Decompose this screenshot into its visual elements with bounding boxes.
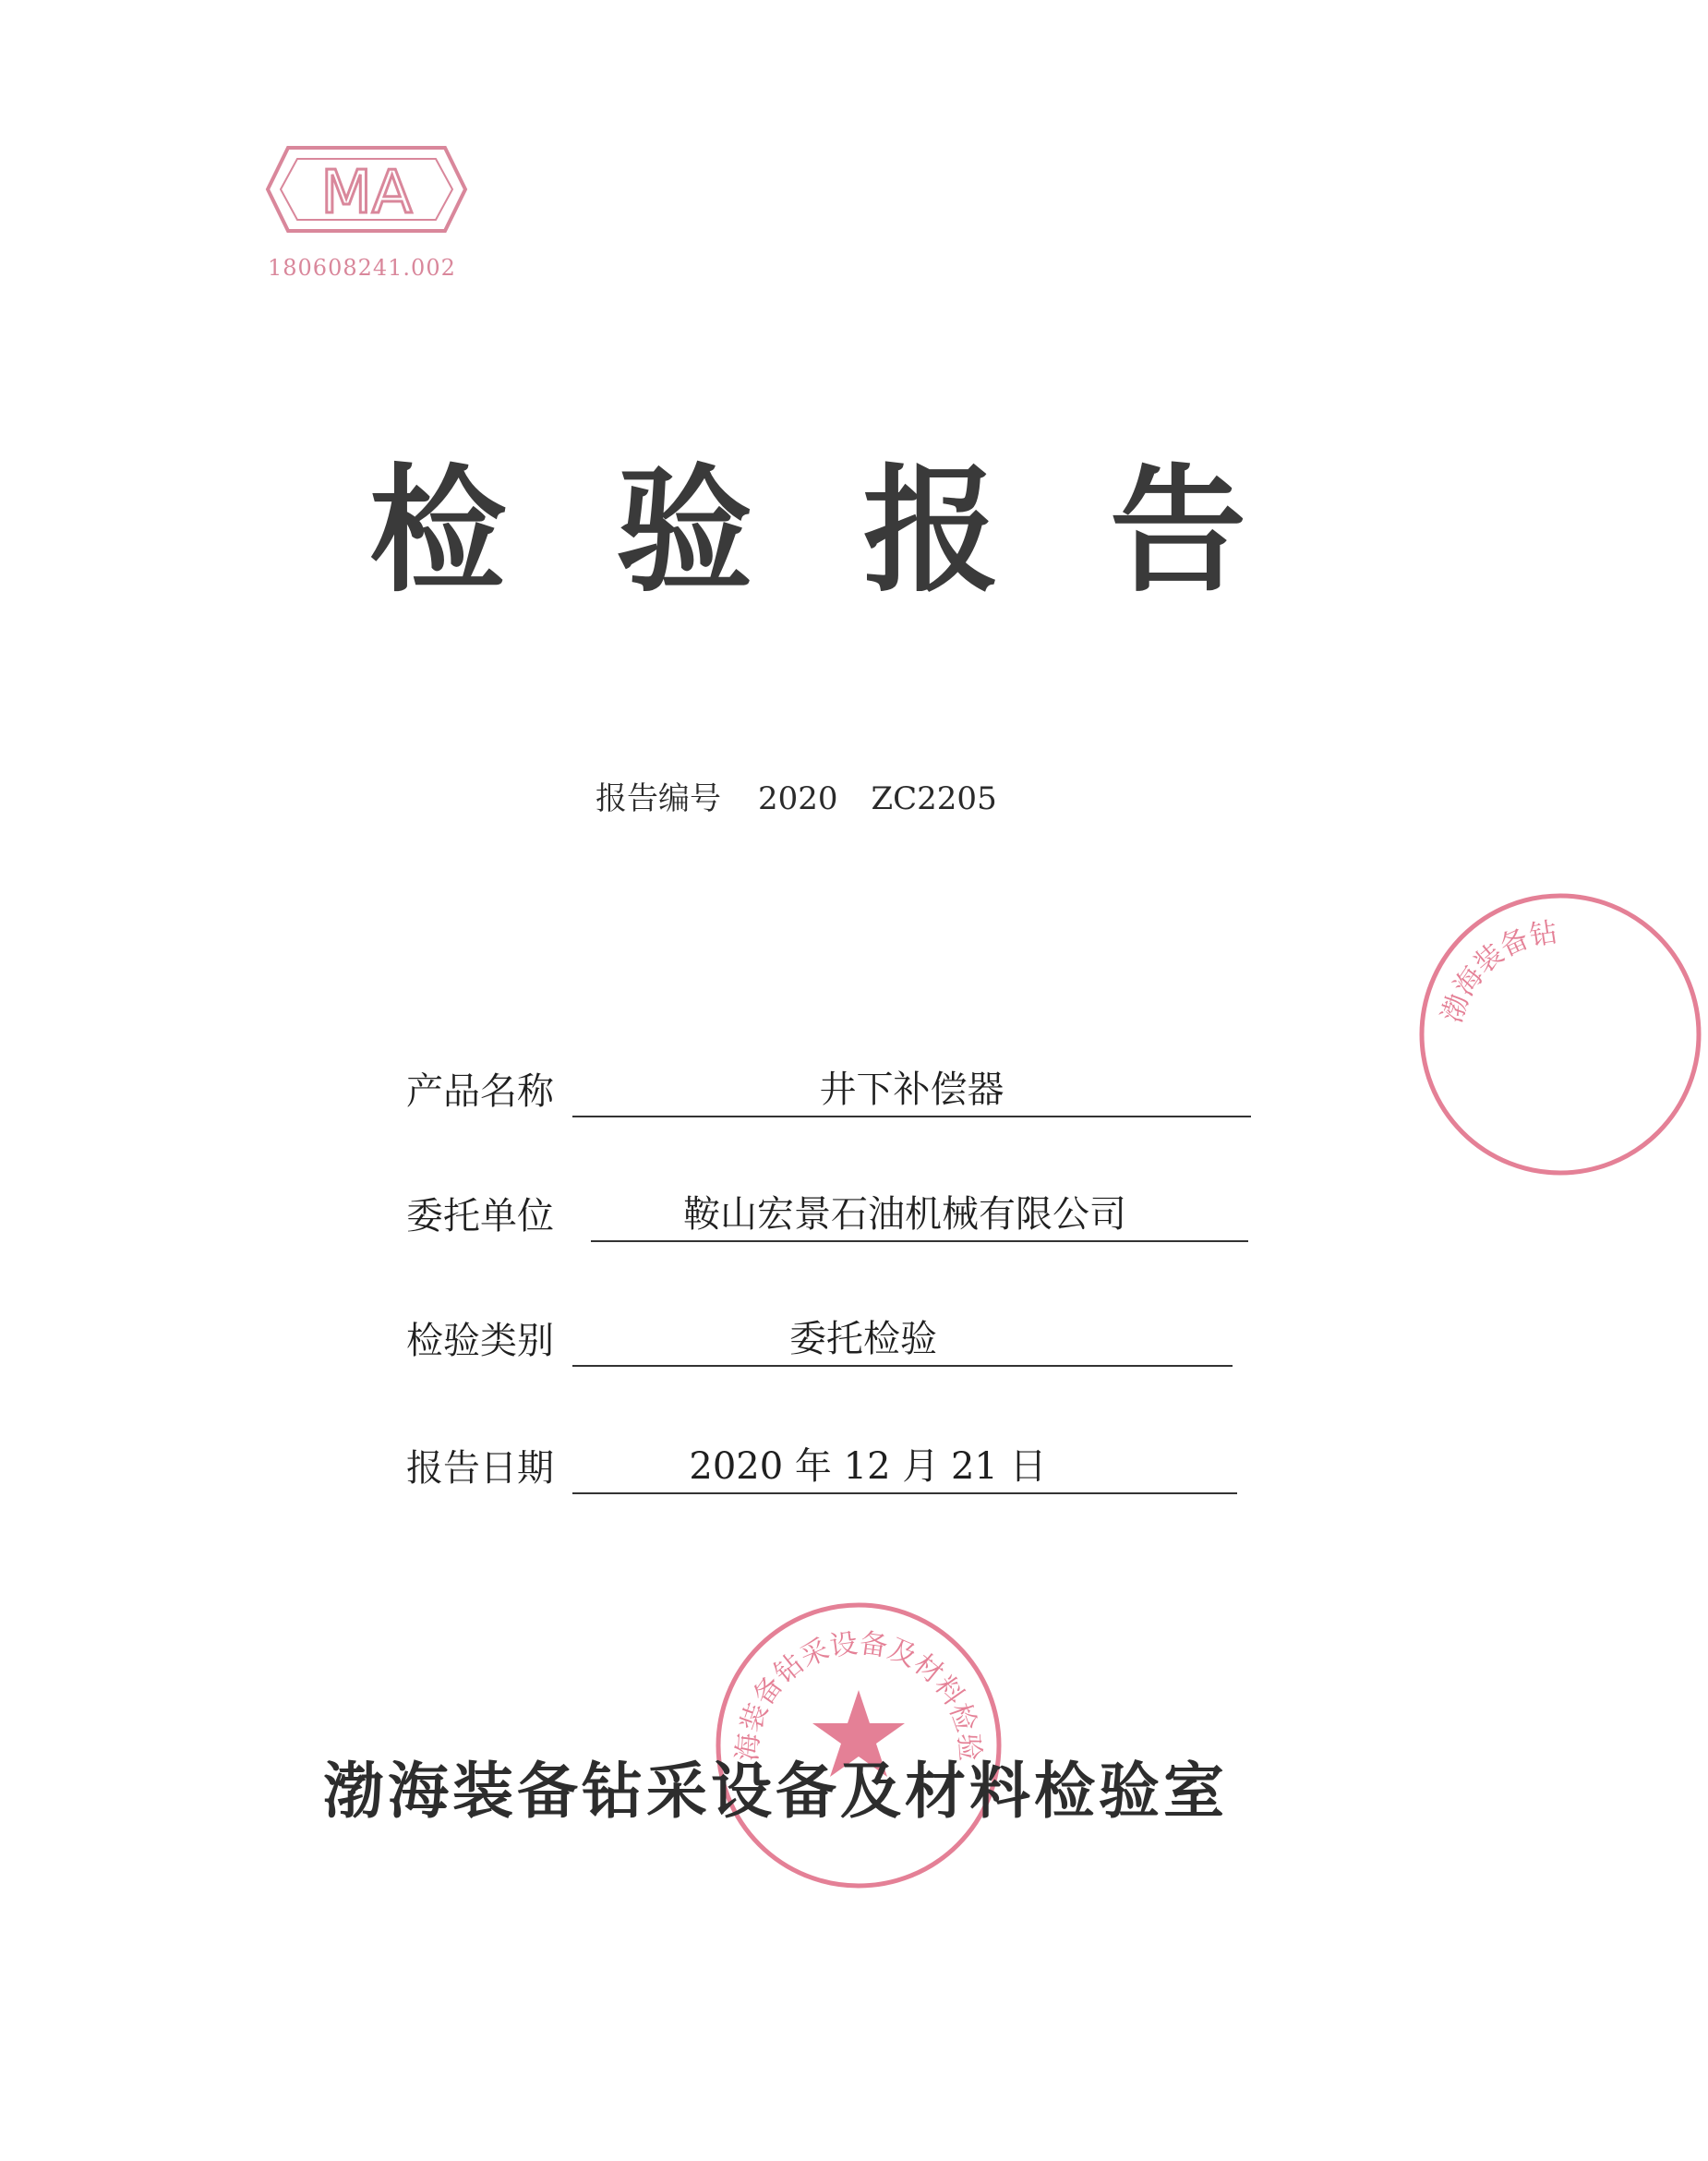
document-title bbox=[369, 452, 1246, 610]
report-number-code: ZC2205 bbox=[871, 780, 997, 817]
field-client bbox=[406, 1187, 1293, 1242]
field-value: 2020 年 12 月 21 日 bbox=[689, 1445, 1047, 1488]
partial-seal bbox=[1413, 887, 1560, 1182]
field-underline bbox=[572, 1365, 1233, 1367]
cma-logo-icon bbox=[260, 139, 473, 240]
field-report-date bbox=[406, 1439, 1293, 1494]
title-char: 检 bbox=[369, 452, 506, 610]
title-char: 告 bbox=[1109, 452, 1246, 610]
field-label: 产品名称 bbox=[406, 1070, 554, 1113]
cma-mark bbox=[260, 139, 473, 286]
field-label: 委托单位 bbox=[406, 1195, 554, 1237]
seal-arc-text: 海装备钻采设备及材料检验 bbox=[731, 1627, 986, 1762]
field-value: 井下补偿器 bbox=[819, 1068, 1004, 1111]
field-label: 报告日期 bbox=[406, 1447, 554, 1490]
field-underline bbox=[572, 1492, 1237, 1494]
field-inspection-type bbox=[406, 1311, 1293, 1367]
report-number bbox=[595, 779, 1149, 819]
title-char: 验 bbox=[616, 452, 753, 610]
field-value: 鞍山宏景石油机械有限公司 bbox=[683, 1193, 1126, 1236]
report-number-label: 报告编号 bbox=[595, 780, 721, 817]
official-seal bbox=[711, 1598, 1006, 1893]
cma-logo-text: MA bbox=[320, 159, 413, 227]
partial-seal-text: 渤海装备钻 bbox=[1436, 916, 1560, 1027]
title-char: 报 bbox=[862, 452, 1000, 610]
field-value: 委托检验 bbox=[789, 1318, 937, 1360]
cma-code: 180608241.002 bbox=[268, 255, 456, 281]
field-underline bbox=[572, 1116, 1251, 1117]
organization-name: 渤海装备钻采设备及材料检验室 bbox=[323, 1756, 1228, 1827]
field-product-name bbox=[406, 1062, 1293, 1117]
field-label: 检验类别 bbox=[406, 1320, 554, 1362]
report-number-year: 2020 bbox=[758, 780, 838, 817]
field-underline bbox=[591, 1240, 1248, 1242]
